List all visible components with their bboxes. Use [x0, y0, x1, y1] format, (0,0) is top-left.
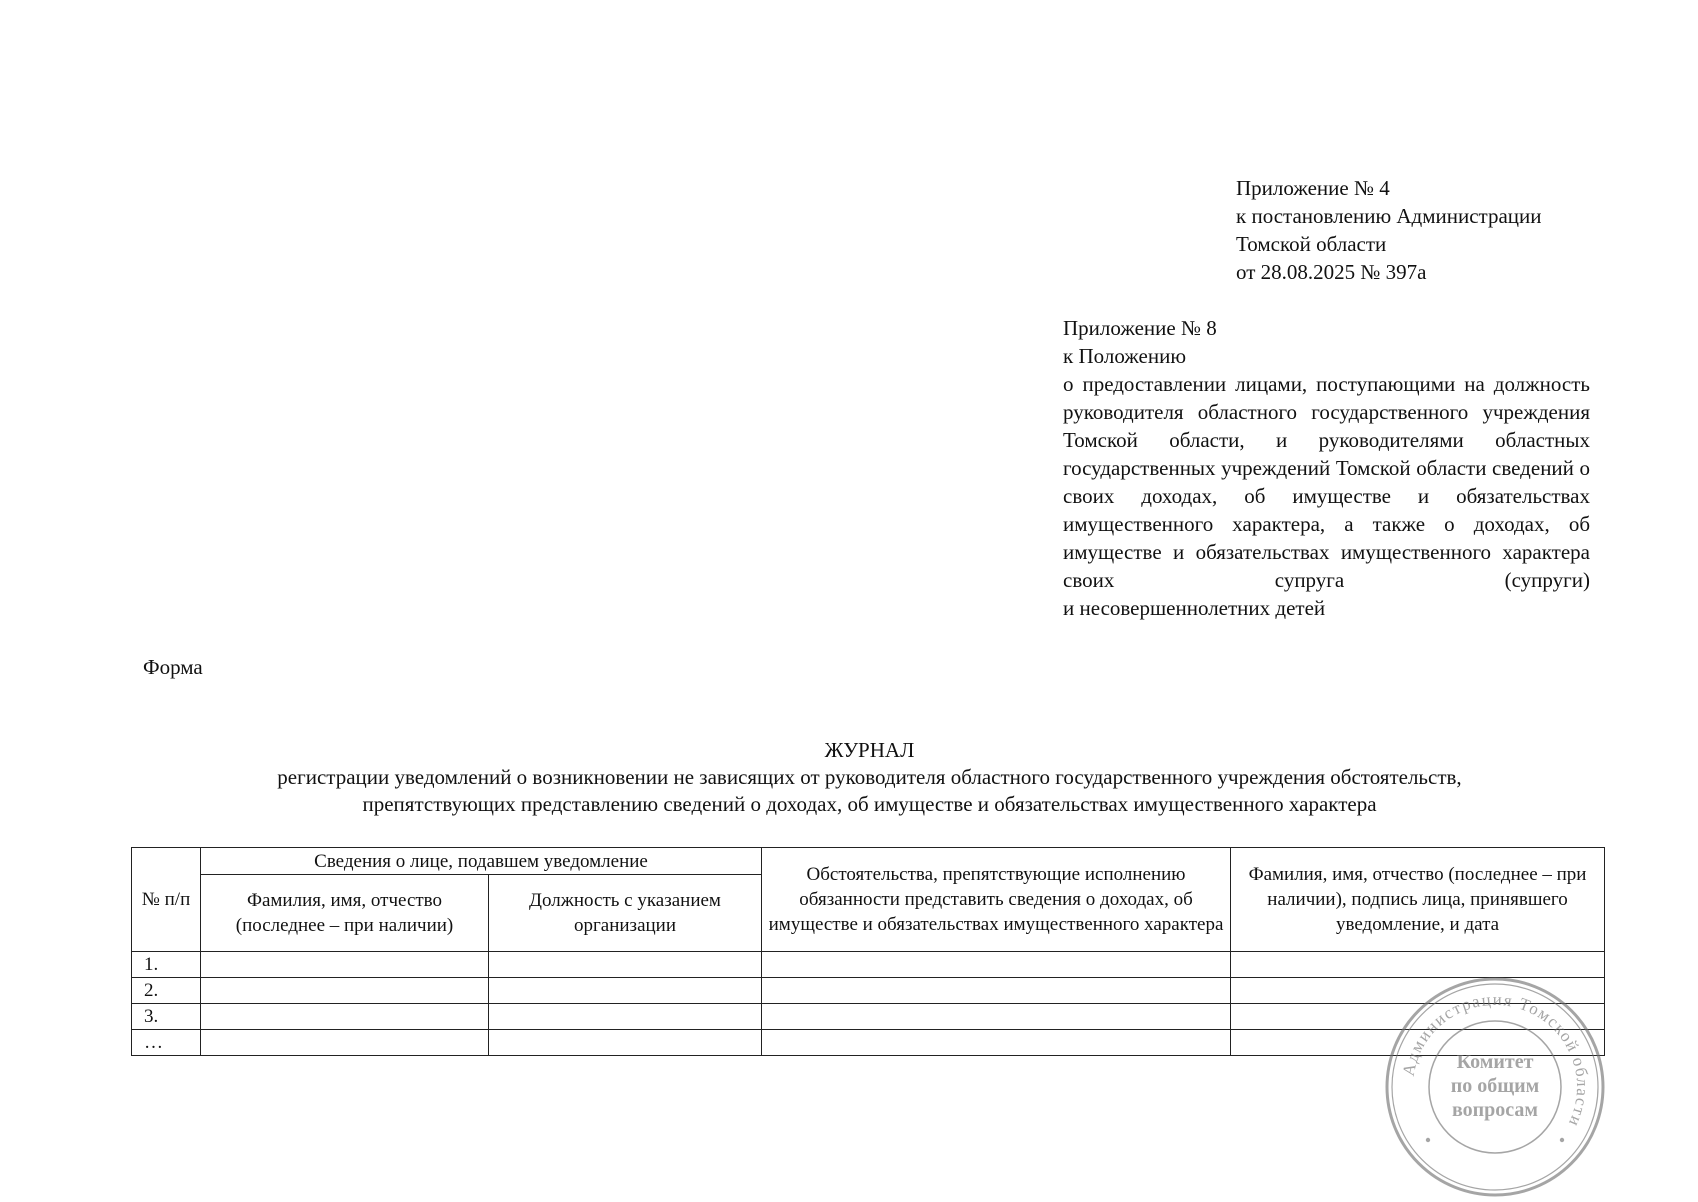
cell-full-name — [201, 952, 489, 978]
appendix-4-line: от 28.08.2025 № 397а — [1236, 260, 1427, 284]
header-applicant-group: Сведения о лице, подавшем уведомление — [201, 848, 762, 875]
stamp-center-line-1: Комитет — [1456, 1051, 1534, 1073]
appendix-4-line: к постановлению Администрации — [1236, 204, 1542, 228]
journal-title-block — [0, 737, 1698, 818]
cell-position — [489, 978, 762, 1004]
appendix-8-last-line: и несовершеннолетних детей — [1063, 596, 1326, 620]
journal-heading: ЖУРНАЛ — [824, 738, 915, 762]
cell-circumstances — [762, 1030, 1231, 1056]
appendix-4-block — [1236, 174, 1542, 286]
cell-circumstances — [762, 1004, 1231, 1030]
stamp-ring-text: Администрация Томской области — [1398, 989, 1593, 1131]
row-number: 1. — [132, 952, 201, 978]
cell-circumstances — [762, 952, 1231, 978]
stamp-center-line-3: вопросам — [1451, 1099, 1539, 1121]
row-number: 3. — [132, 1004, 201, 1030]
appendix-8-title: Приложение № 8 — [1063, 316, 1217, 340]
appendix-4-line: Приложение № 4 — [1236, 176, 1390, 200]
appendix-8-subtitle: к Положению — [1063, 344, 1187, 368]
header-position: Должность с указанием организации — [489, 875, 762, 952]
appendix-4-line: Томской области — [1236, 232, 1387, 256]
cell-full-name — [201, 1004, 489, 1030]
cell-position — [489, 1004, 762, 1030]
journal-subtitle-line-1: регистрации уведомлений о возникновении не зависящих от руководителя областного государственного учреждения обстоятельств, — [277, 765, 1462, 789]
cell-full-name — [201, 1030, 489, 1056]
form-label: Форма — [143, 655, 203, 679]
header-number: № п/п — [132, 848, 201, 952]
journal-subtitle-line-2: препятствующих представлению сведений о доходах, об имуществе и обязательствах имущественного характера — [362, 792, 1377, 816]
row-number: … — [132, 1030, 201, 1056]
appendix-8-body: о предоставлении лицами, поступающими на должность руководителя областного государственного учреждения Томской области, и руководителями областных государственных учреждений Томской области сведений о своих доходах, об имуществе и обязательствах имущественного характера, а также о доходах, об имуществе и обязательствах имущественного характера своих супруга (супруги) — [1063, 372, 1590, 592]
row-number: 2. — [132, 978, 201, 1004]
appendix-8-block — [1063, 314, 1590, 622]
cell-position — [489, 1030, 762, 1056]
stamp-center-line-2: по общим — [1450, 1075, 1540, 1097]
cell-position — [489, 952, 762, 978]
header-circumstances: Обстоятельства, препятствующие исполнению обязанности представить сведения о доходах, об имуществе и обязательствах имущественного характера — [762, 848, 1231, 952]
header-receiver: Фамилия, имя, отчество (последнее – при наличии), подпись лица, принявшего уведомление, и дата — [1231, 848, 1605, 952]
cell-full-name — [201, 978, 489, 1004]
cell-circumstances — [762, 978, 1231, 1004]
header-full-name: Фамилия, имя, отчество (последнее – при наличии) — [201, 875, 489, 952]
official-stamp — [1380, 972, 1610, 1202]
